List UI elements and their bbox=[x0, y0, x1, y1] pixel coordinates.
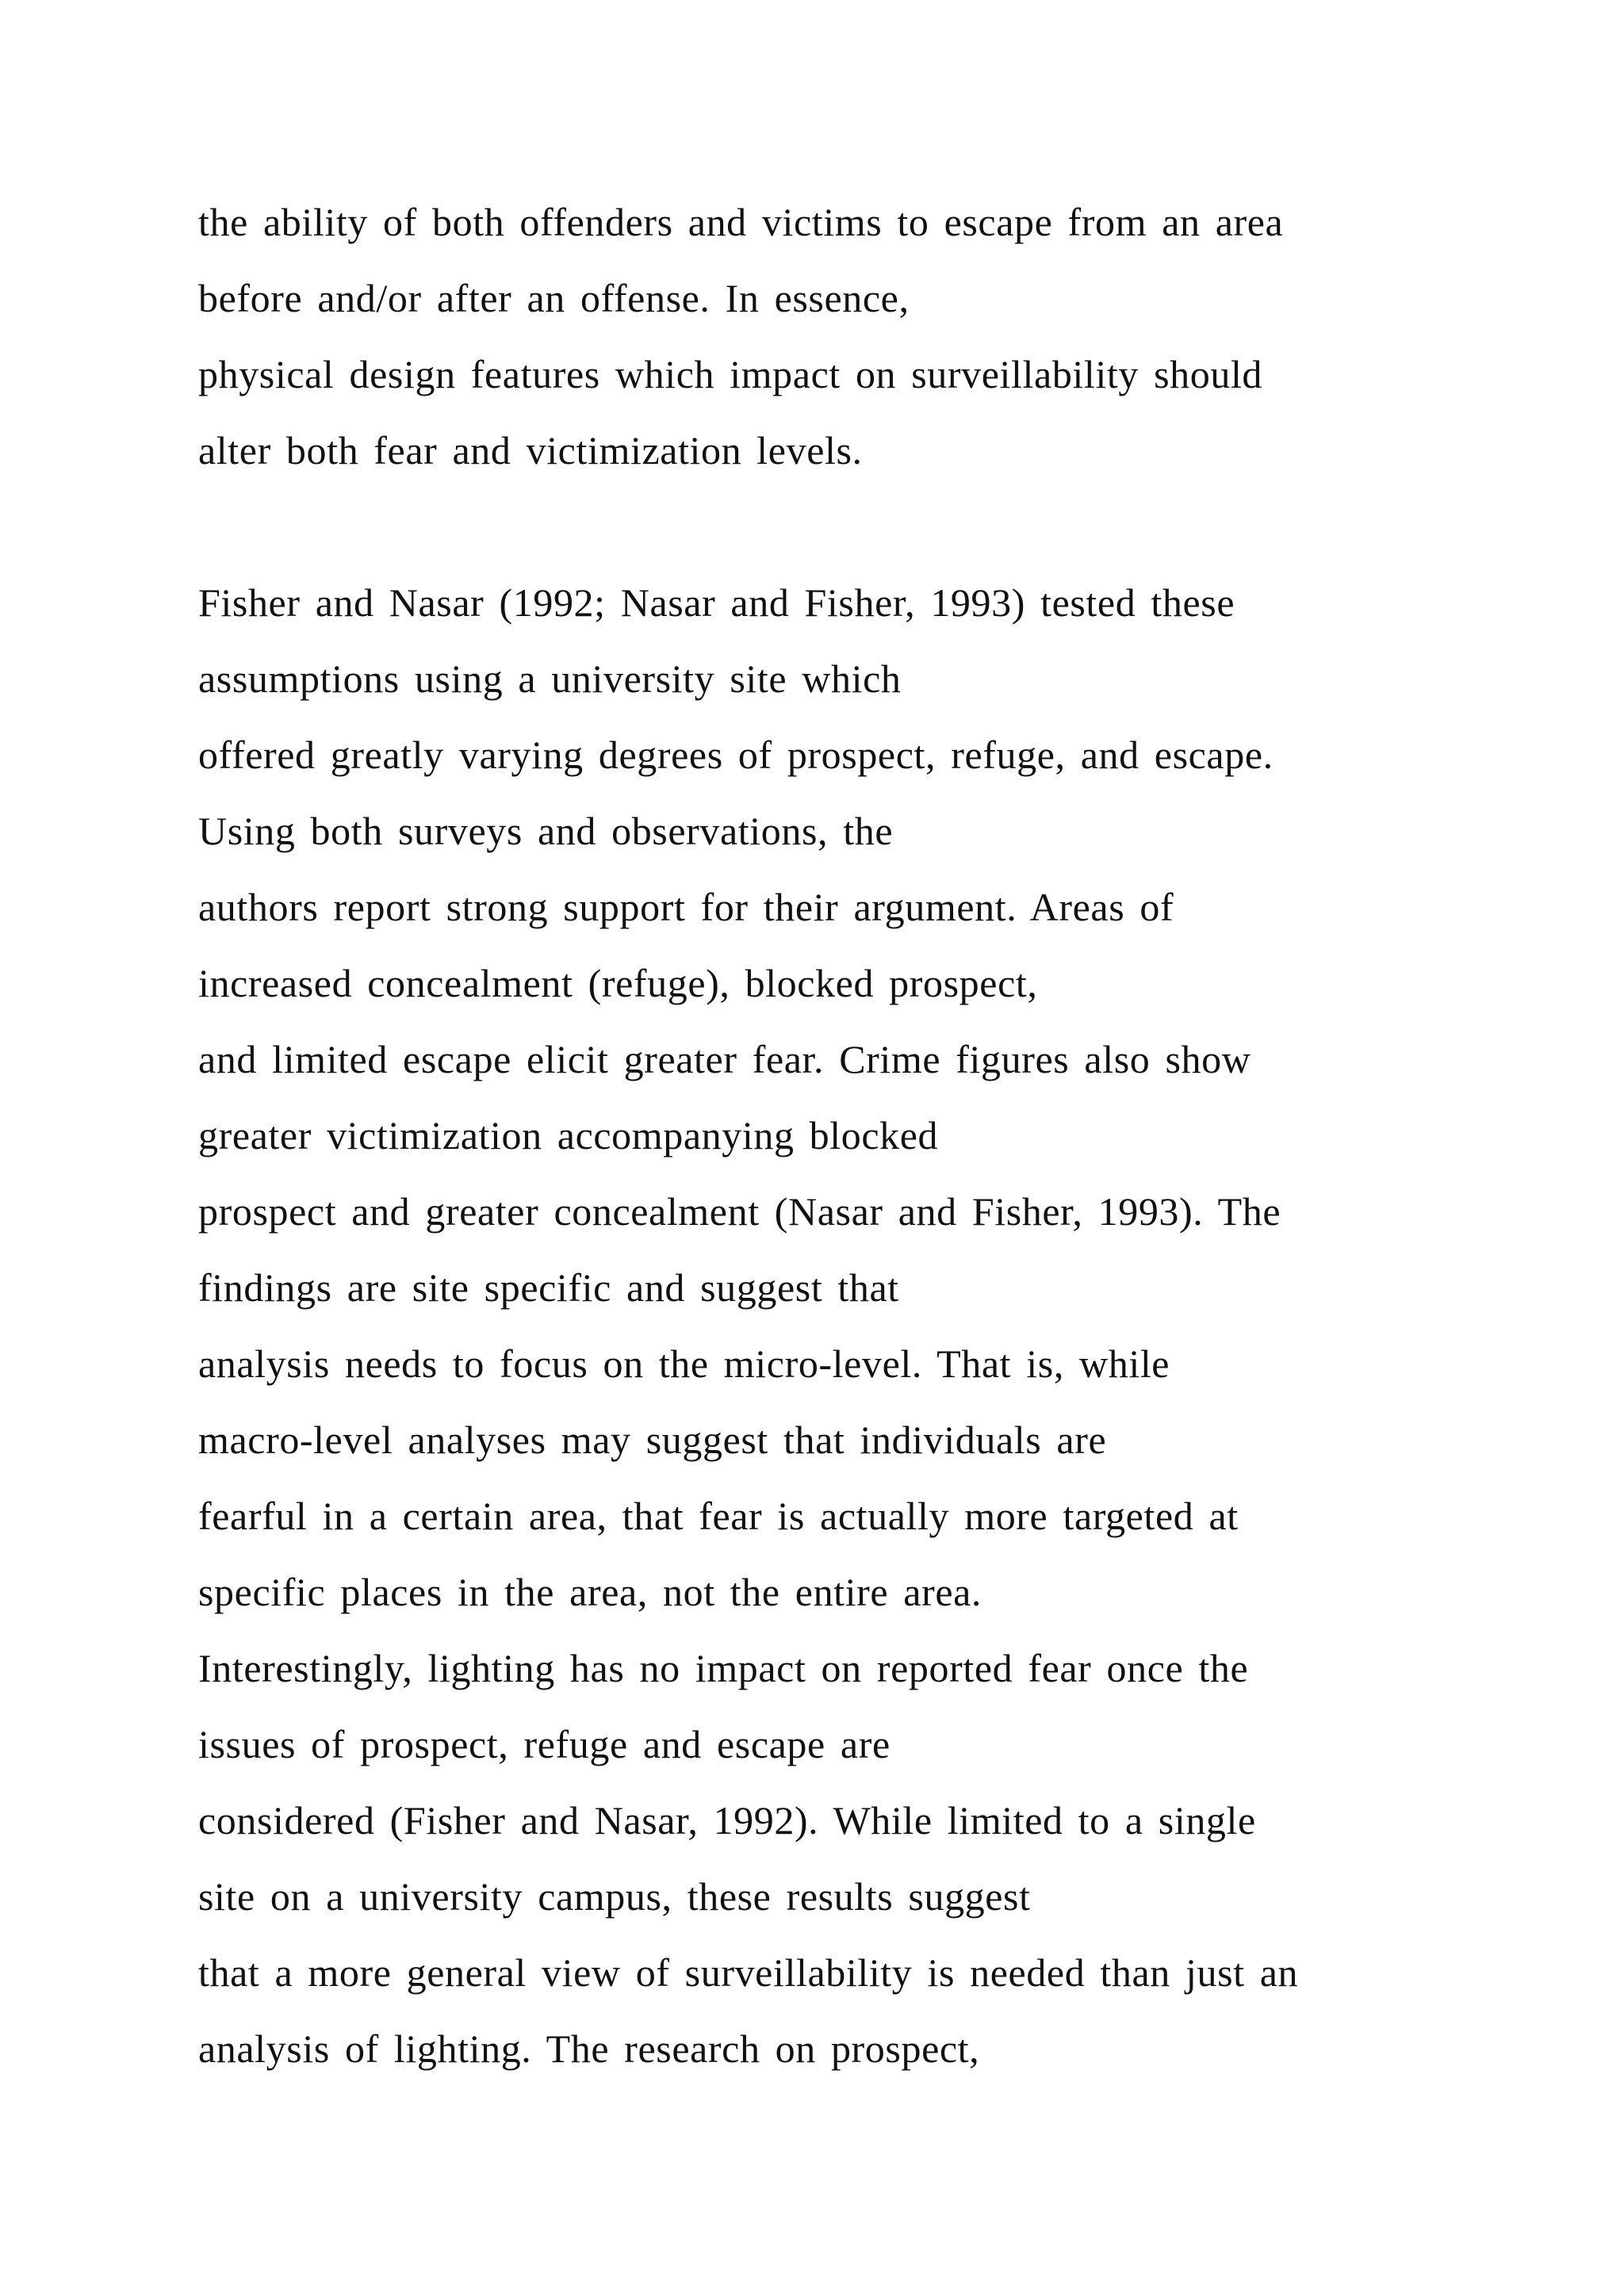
text-line: prospect and greater concealment (Nasar and Fisher, 1993). The bbox=[198, 1189, 1281, 1234]
text-line: before and/or after an offense. In essence, bbox=[198, 276, 910, 320]
text-line: greater victimization accompanying blocked bbox=[198, 1113, 939, 1158]
text-line: analysis needs to focus on the micro-level. That is, while bbox=[198, 1341, 1170, 1386]
text-line: that a more general view of surveillability is needed than just an bbox=[198, 1950, 1299, 1995]
text-line: the ability of both offenders and victims to escape from an area bbox=[198, 200, 1284, 244]
text-line: Using both surveys and observations, the bbox=[198, 809, 894, 853]
text-line: alter both fear and victimization levels. bbox=[198, 428, 863, 473]
text-line: authors report strong support for their argument. Areas of bbox=[198, 885, 1174, 929]
text-line: fearful in a certain area, that fear is actually more targeted at bbox=[198, 1494, 1239, 1538]
text-line: assumptions using a university site which bbox=[198, 656, 902, 701]
text-line: Fisher and Nasar (1992; Nasar and Fisher, 1993) tested these bbox=[198, 580, 1235, 625]
text-line: site on a university campus, these results suggest bbox=[198, 1874, 1031, 1919]
text-line: Interestingly, lighting has no impact on reported fear once the bbox=[198, 1646, 1249, 1690]
text-line: specific places in the area, not the entire area. bbox=[198, 1570, 982, 1614]
text-line: and limited escape elicit greater fear. Crime figures also show bbox=[198, 1037, 1251, 1081]
paragraph-1 bbox=[198, 184, 1435, 488]
text-line: findings are site specific and suggest that bbox=[198, 1265, 899, 1310]
text-line: increased concealment (refuge), blocked prospect, bbox=[198, 961, 1038, 1005]
text-line: physical design features which impact on surveillability should bbox=[198, 352, 1263, 396]
text-line: issues of prospect, refuge and escape are bbox=[198, 1722, 891, 1766]
text-line: offered greatly varying degrees of prospect, refuge, and escape. bbox=[198, 733, 1274, 777]
text-line: considered (Fisher and Nasar, 1992). While limited to a single bbox=[198, 1798, 1256, 1843]
paragraph-2 bbox=[198, 564, 1435, 2087]
text-line: macro-level analyses may suggest that individuals are bbox=[198, 1418, 1107, 1462]
text-line: analysis of lighting. The research on prospect, bbox=[198, 2026, 980, 2071]
